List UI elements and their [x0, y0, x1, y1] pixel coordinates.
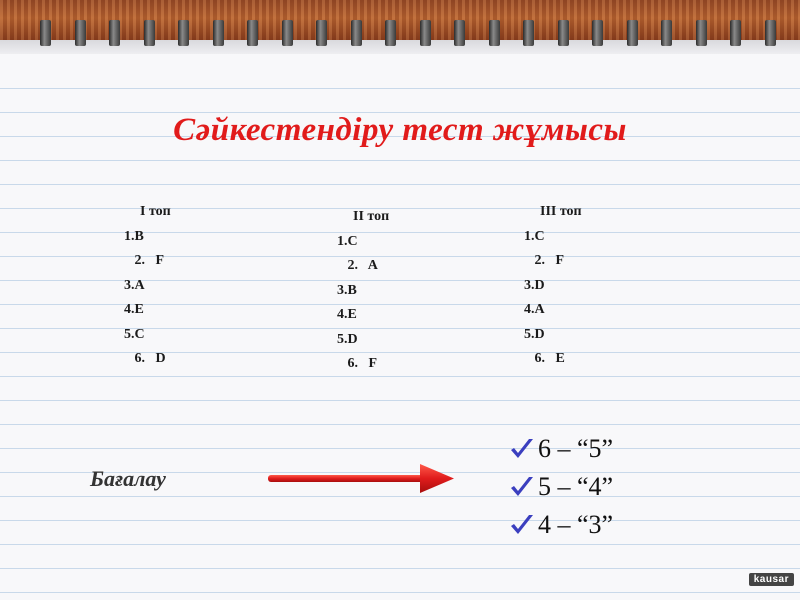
- group-heading: III топ: [540, 204, 582, 219]
- group-1-answers: [124, 200, 171, 372]
- answer-line: 2. F: [524, 253, 565, 268]
- answer-line: 3.B: [337, 282, 357, 298]
- binding-ring: [109, 20, 120, 46]
- binding-ring: [523, 20, 534, 46]
- binding-ring: [316, 20, 327, 46]
- group-heading: I топ: [140, 204, 171, 219]
- binding-ring: [420, 20, 431, 46]
- binding-ring: [454, 20, 465, 46]
- right-arrow-icon: [268, 462, 458, 496]
- grade-text: 5 – “4”: [538, 472, 614, 501]
- binding-ring: [144, 20, 155, 46]
- answer-line: 1.B: [124, 228, 144, 244]
- answer-line: 6. F: [337, 356, 378, 371]
- answer-line: 1.C: [337, 233, 358, 249]
- answer-line: 3.D: [524, 277, 545, 293]
- binding-ring: [627, 20, 638, 46]
- grading-scale: [508, 430, 613, 544]
- header-shadow: [0, 40, 800, 54]
- binding-ring: [730, 20, 741, 46]
- checkmark-icon: [508, 436, 536, 462]
- answer-line: 2. A: [337, 258, 378, 273]
- binding-ring: [489, 20, 500, 46]
- binding-ring: [351, 20, 362, 46]
- answer-line: 5.D: [524, 326, 545, 342]
- binding-ring: [282, 20, 293, 46]
- page-title: Сәйкестендіру тест жұмысы: [173, 112, 627, 148]
- binding-ring: [558, 20, 569, 46]
- answer-line: 3.A: [124, 277, 145, 293]
- answer-line: 2. F: [124, 253, 165, 268]
- binding-ring: [696, 20, 707, 46]
- group-heading: II топ: [353, 209, 390, 224]
- answer-line: 1.C: [524, 228, 545, 244]
- answer-line: 6. E: [524, 351, 565, 366]
- group-2-answers: [337, 205, 389, 377]
- answer-line: 4.A: [524, 302, 545, 317]
- answer-line: 5.D: [337, 331, 358, 347]
- binding-ring: [178, 20, 189, 46]
- group-3-answers: [524, 200, 582, 372]
- watermark: kausar: [749, 573, 794, 586]
- notebook-header-bar: [0, 0, 800, 40]
- binding-ring: [213, 20, 224, 46]
- binding-ring: [247, 20, 258, 46]
- grade-text: 6 – “5”: [538, 434, 614, 463]
- answer-line: 6. D: [124, 351, 166, 366]
- checkmark-icon: [508, 512, 536, 538]
- answer-line: 4.E: [337, 307, 357, 322]
- answer-line: 4.E: [124, 302, 144, 317]
- binding-ring: [385, 20, 396, 46]
- grade-row: [508, 468, 613, 506]
- binding-ring: [765, 20, 776, 46]
- grading-label: Бағалау: [90, 466, 166, 491]
- binding-ring: [661, 20, 672, 46]
- checkmark-icon: [508, 474, 536, 500]
- binding-ring: [75, 20, 86, 46]
- binding-ring: [592, 20, 603, 46]
- grade-row: [508, 506, 613, 544]
- binding-ring: [40, 20, 51, 46]
- grade-row: [508, 430, 613, 468]
- grade-text: 4 – “3”: [538, 510, 614, 539]
- answer-line: 5.C: [124, 326, 145, 342]
